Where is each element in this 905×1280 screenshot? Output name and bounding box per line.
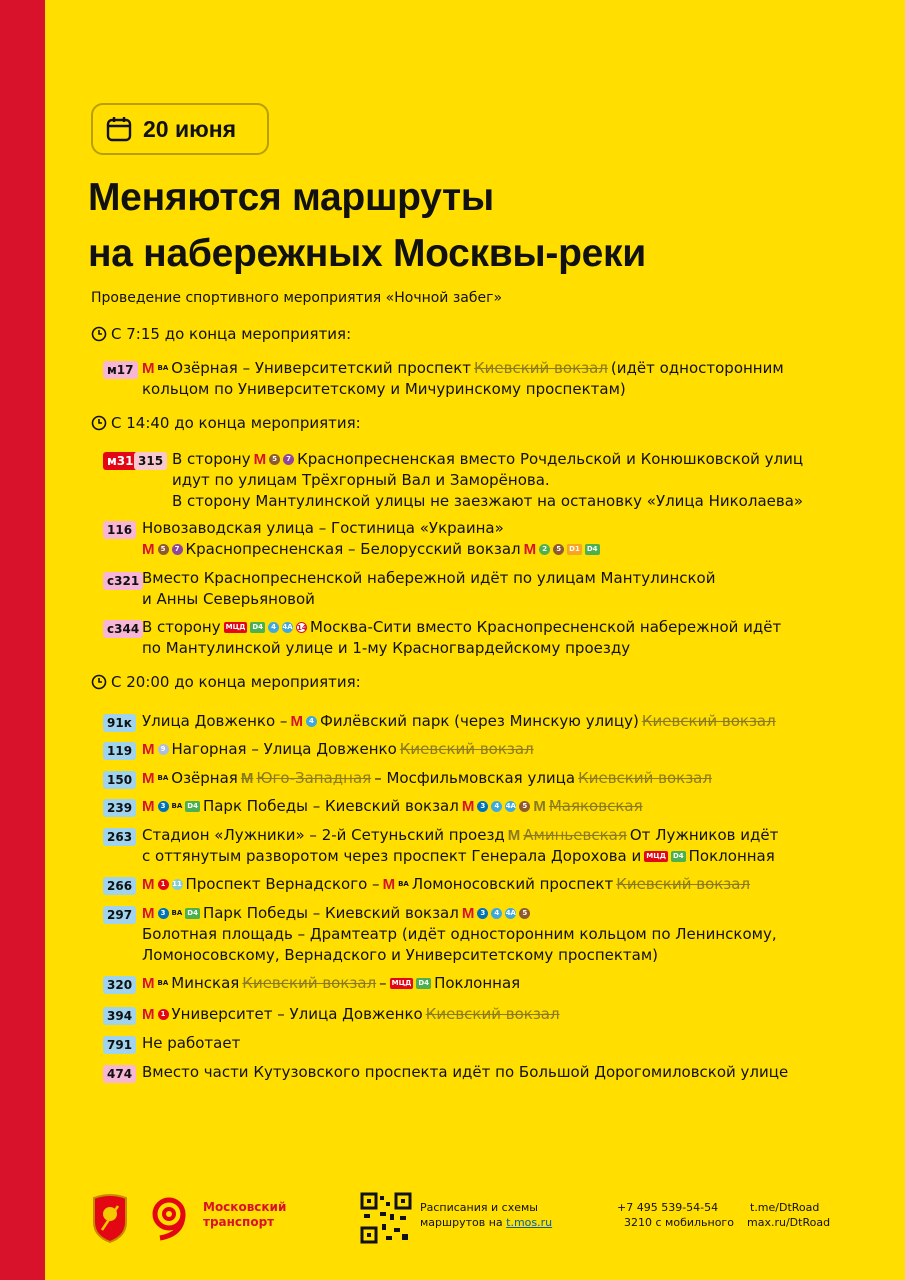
left-red-stripe <box>0 0 45 1280</box>
schedule-info-line-1: Расписания и схемы <box>420 1201 538 1214</box>
route-badge-315: 315 <box>134 452 167 470</box>
date-text: 20 июня <box>143 115 237 142</box>
route-badge-320: 320 <box>103 976 136 994</box>
max-link[interactable]: max.ru/DtRoad <box>747 1216 831 1229</box>
route-badge-266: 266 <box>103 877 136 895</box>
metro-icon: М <box>253 451 267 468</box>
route-badge-394: 394 <box>103 1007 136 1025</box>
short-phone-number: 3210 с мобильного <box>624 1216 734 1229</box>
route-c344: В сторону МЦД D4 4 4A 14 Москва-Сити вместо Краснопресненской набережной идёт по Мантулинской улице и 1-му Красногвардейскому проезду <box>142 618 782 657</box>
schedule-link[interactable]: t.mos.ru <box>506 1216 553 1229</box>
route-badge-297: 297 <box>103 906 136 924</box>
line-7-icon: 7 <box>283 454 294 465</box>
route-badge-c344: с344 <box>103 620 143 638</box>
route-badge-116: 116 <box>103 521 136 539</box>
route-297: М 3 ВА D4 Парк Победы – Киевский вокзал М 3 4 4A 5 Болотная площадь – Драмтеатр (идёт односторонним кольцом по Ленинскому, Ломоносовскому, Вернадского и Университетскому проспектам) <box>142 904 777 964</box>
title-line-1: Меняются маршруты <box>88 176 494 219</box>
clock-icon <box>91 415 107 431</box>
brand-name-2: транспорт <box>203 1215 275 1229</box>
schedule-info-line-2: маршрутов на t.mos.ru <box>420 1216 553 1229</box>
route-116: Новозаводская улица – Гостиница «Украина» М 5 7 Краснопресненская – Белорусский вокзал М 2 5 D1 D4 <box>142 519 598 558</box>
brand-name-1: Московский <box>203 1200 287 1214</box>
line-5-icon: 5 <box>269 454 280 465</box>
title-line-2: на набережных Москвы-реки <box>88 232 646 275</box>
footer <box>0 1190 905 1250</box>
route-badge-91k: 91к <box>103 714 136 732</box>
qr-code-icon <box>360 1192 412 1244</box>
calendar-icon <box>105 115 133 143</box>
route-119: М 9 Нагорная – Улица Довженко Киевский вокзал <box>142 740 534 758</box>
moscow-coat-of-arms-icon <box>92 1192 128 1244</box>
route-badge-791: 791 <box>103 1036 136 1054</box>
route-badge-m17: м17 <box>103 361 138 379</box>
route-c321: Вместо Краснопресненской набережной идёт по улицам Мантулинской и Анны Северьяновой <box>142 569 716 608</box>
route-badge-474: 474 <box>103 1065 136 1083</box>
page-title <box>88 170 646 282</box>
route-badge-c321: с321 <box>103 572 143 590</box>
route-263: Стадион «Лужники» – 2-й Сетуньский проезд М Аминьевская От Лужников идёт с оттянутым разворотом через проспект Генерала Дорохова и МЦД D4 Поклонная <box>142 826 779 865</box>
route-474: Вместо части Кутузовского проспекта идёт по Большой Дорогомиловской улице <box>142 1063 789 1081</box>
route-badge-119: 119 <box>103 742 136 760</box>
route-239: М 3 ВА D4 Парк Победы – Киевский вокзал М 3 4 4A 5 М Маяковская <box>142 797 643 815</box>
route-badge-263: 263 <box>103 828 136 846</box>
route-150: М ВА Озёрная М Юго-Западная – Мосфильмовская улица Киевский вокзал <box>142 769 712 787</box>
date-badge <box>91 103 269 155</box>
clock-icon <box>91 674 107 690</box>
route-m31-315: В сторону М 5 7 Краснопресненская вместо Рочдельской и Конюшковской улиц идут по улицам Трёхгорный Вал и Заморёнова. В сторону Мантулинской улицы не заезжают на остановку «Улица Николаева» <box>172 450 804 510</box>
section-head-1: С 7:15 до конца мероприятия: <box>91 325 351 343</box>
subtitle: Проведение спортивного мероприятия «Ночной забег» <box>91 290 503 306</box>
route-badge-m31: м31 <box>103 452 138 470</box>
telegram-link[interactable]: t.me/DtRoad <box>750 1201 820 1214</box>
clock-icon <box>91 326 107 342</box>
transport-logo-icon <box>146 1194 192 1242</box>
route-791: Не работает <box>142 1034 241 1052</box>
section-head-3: С 20:00 до конца мероприятия: <box>91 673 361 691</box>
route-badge-239: 239 <box>103 799 136 817</box>
section-head-2: С 14:40 до конца мероприятия: <box>91 414 361 432</box>
route-m17: М ВА Озёрная – Университетский проспект Киевский вокзал (идёт односторонним кольцом по Университетскому и Мичуринскому проспектам) <box>142 359 784 398</box>
route-266: М 1 11 Проспект Вернадского – М ВА Ломоносовский проспект Киевский вокзал <box>142 875 751 893</box>
metro-icon: М <box>142 360 155 377</box>
phone-number[interactable]: +7 495 539-54-54 <box>617 1201 719 1214</box>
route-badge-150: 150 <box>103 771 136 789</box>
route-320: М ВА Минская Киевский вокзал – МЦД D4 Поклонная <box>142 974 521 992</box>
route-394: М 1 Университет – Улица Довженко Киевский вокзал <box>142 1005 560 1023</box>
route-91k: Улица Довженко – М 4 Филёвский парк (через Минскую улицу) Киевский вокзал <box>142 712 776 730</box>
metro-icon: М <box>142 541 155 558</box>
line-ba-icon: ВА <box>157 364 169 372</box>
